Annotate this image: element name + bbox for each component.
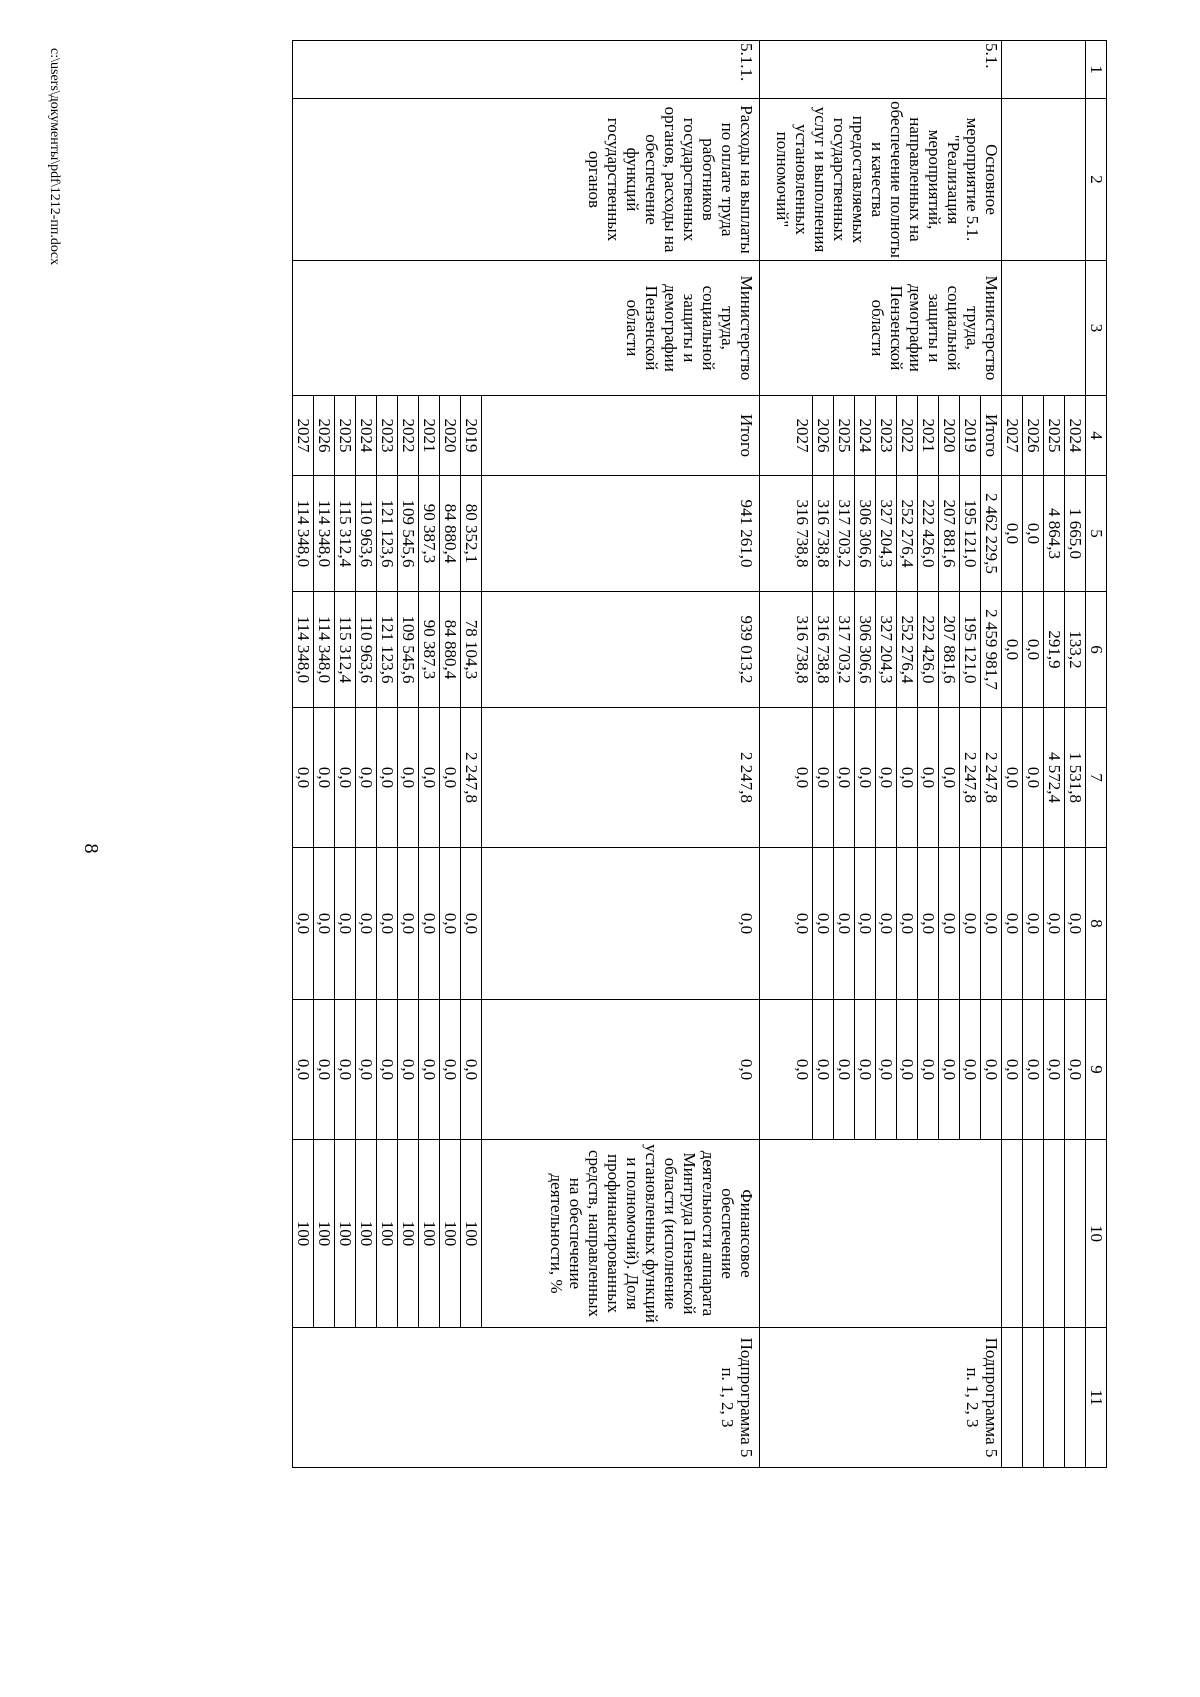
- value-cell: 0,0: [813, 848, 834, 1000]
- value-cell: 121 123,6: [377, 592, 398, 708]
- value-cell: 0,0: [760, 1000, 813, 1140]
- value-cell: 109 545,6: [398, 592, 419, 708]
- value-cell: 939 013,2: [482, 592, 760, 708]
- value-cell: 0,0: [293, 708, 314, 848]
- empty-cell: [1002, 1140, 1023, 1328]
- value-cell: 0,0: [398, 708, 419, 848]
- indicator-value: 100: [461, 1140, 482, 1328]
- value-cell: 0,0: [440, 848, 461, 1000]
- value-cell: 327 204,3: [876, 592, 897, 708]
- year-cell: 2027: [760, 396, 813, 476]
- value-cell: 316 738,8: [760, 476, 813, 592]
- value-cell: 0,0: [356, 848, 377, 1000]
- value-cell: 0,0: [482, 1000, 760, 1140]
- value-cell: 0,0: [314, 848, 335, 1000]
- value-cell: 2 247,8: [482, 708, 760, 848]
- total-label: Итого: [482, 396, 760, 476]
- value-cell: 0,0: [939, 708, 960, 848]
- value-cell: 941 261,0: [482, 476, 760, 592]
- value-cell: 306 306,6: [855, 476, 876, 592]
- page-number: 8: [80, 843, 102, 854]
- year-cell: 2022: [398, 396, 419, 476]
- value-cell: 115 312,4: [335, 476, 356, 592]
- empty-cell: [1002, 99, 1086, 261]
- value-cell: 0,0: [855, 708, 876, 848]
- value-cell: 0,0: [1002, 848, 1023, 1000]
- value-cell: 0,0: [356, 708, 377, 848]
- value-cell: 0,0: [461, 848, 482, 1000]
- empty-cell: [1065, 1328, 1086, 1468]
- year-cell: 2026: [1023, 396, 1044, 476]
- value-cell: 109 545,6: [398, 476, 419, 592]
- column-number: 7: [1086, 708, 1107, 848]
- value-cell: 291,9: [1044, 592, 1065, 708]
- value-cell: 316 738,8: [813, 476, 834, 592]
- value-cell: 0,0: [1023, 592, 1044, 708]
- value-cell: 90 387,3: [419, 476, 440, 592]
- value-cell: 115 312,4: [335, 592, 356, 708]
- year-cell: 2023: [377, 396, 398, 476]
- value-cell: 317 703,2: [834, 592, 855, 708]
- column-number: 10: [1086, 1140, 1107, 1328]
- value-cell: 84 880,4: [440, 592, 461, 708]
- value-cell: 222 426,0: [918, 476, 939, 592]
- year-cell: 2025: [834, 396, 855, 476]
- value-cell: 0,0: [897, 848, 918, 1000]
- value-cell: 4 572,4: [1044, 708, 1065, 848]
- table-row: [1065, 41, 1086, 1468]
- value-cell: 0,0: [876, 848, 897, 1000]
- value-cell: 4 864,3: [1044, 476, 1065, 592]
- empty-cell: [1002, 261, 1086, 396]
- value-cell: 133,2: [1065, 592, 1086, 708]
- value-cell: 110 963,6: [356, 592, 377, 708]
- empty-cell: [1044, 1328, 1065, 1468]
- year-cell: 2023: [876, 396, 897, 476]
- empty-cell: [1044, 1140, 1065, 1328]
- value-cell: 0,0: [1002, 1000, 1023, 1140]
- value-cell: 2 459 981,7: [981, 592, 1002, 708]
- year-cell: 2024: [855, 396, 876, 476]
- value-cell: 252 276,4: [897, 592, 918, 708]
- year-cell: 2019: [461, 396, 482, 476]
- column-number: 8: [1086, 848, 1107, 1000]
- value-cell: 0,0: [834, 848, 855, 1000]
- value-cell: 0,0: [960, 848, 981, 1000]
- value-cell: 0,0: [419, 848, 440, 1000]
- value-cell: 0,0: [1044, 1000, 1065, 1140]
- value-cell: 0,0: [335, 1000, 356, 1140]
- value-cell: 306 306,6: [855, 592, 876, 708]
- value-cell: 0,0: [461, 1000, 482, 1140]
- value-cell: 0,0: [440, 708, 461, 848]
- executor: Министерство труда, социальной защиты и демографии Пензенской области: [293, 261, 760, 396]
- value-cell: 90 387,3: [419, 592, 440, 708]
- value-cell: 195 121,0: [960, 592, 981, 708]
- value-cell: 0,0: [377, 708, 398, 848]
- value-cell: 317 703,2: [834, 476, 855, 592]
- value-cell: 114 348,0: [293, 476, 314, 592]
- indicator-value: 100: [440, 1140, 461, 1328]
- value-cell: 207 881,6: [939, 592, 960, 708]
- column-number: 3: [1086, 261, 1107, 396]
- value-cell: 0,0: [834, 1000, 855, 1140]
- value-cell: 0,0: [1023, 1000, 1044, 1140]
- value-cell: 0,0: [918, 848, 939, 1000]
- indicator-value: 100: [293, 1140, 314, 1328]
- year-cell: 2024: [356, 396, 377, 476]
- year-cell: 2020: [939, 396, 960, 476]
- value-cell: 0,0: [335, 708, 356, 848]
- year-cell: 2024: [1065, 396, 1086, 476]
- value-cell: 114 348,0: [293, 592, 314, 708]
- year-cell: 2025: [1044, 396, 1065, 476]
- item-number: 5.1.1.: [293, 41, 760, 99]
- value-cell: 0,0: [314, 708, 335, 848]
- column-number-row: [1086, 41, 1107, 1468]
- value-cell: 0,0: [1065, 1000, 1086, 1140]
- value-cell: 0,0: [398, 848, 419, 1000]
- value-cell: 0,0: [398, 1000, 419, 1140]
- column-number: 11: [1086, 1328, 1107, 1468]
- value-cell: 114 348,0: [314, 476, 335, 592]
- value-cell: 0,0: [1023, 476, 1044, 592]
- value-cell: 0,0: [918, 708, 939, 848]
- value-cell: 0,0: [1002, 708, 1023, 848]
- indicator-value: 100: [356, 1140, 377, 1328]
- value-cell: 2 247,8: [981, 708, 1002, 848]
- year-cell: 2027: [293, 396, 314, 476]
- value-cell: 0,0: [1023, 708, 1044, 848]
- value-cell: 80 352,1: [461, 476, 482, 592]
- value-cell: 1 531,8: [1065, 708, 1086, 848]
- value-cell: 316 738,8: [760, 592, 813, 708]
- value-cell: 0,0: [760, 708, 813, 848]
- column-number: 1: [1086, 41, 1107, 99]
- value-cell: 0,0: [813, 1000, 834, 1140]
- empty-cell: [1023, 1140, 1044, 1328]
- value-cell: 207 881,6: [939, 476, 960, 592]
- value-cell: 316 738,8: [813, 592, 834, 708]
- value-cell: 0,0: [440, 1000, 461, 1140]
- value-cell: 0,0: [293, 848, 314, 1000]
- value-cell: 1 665,0: [1065, 476, 1086, 592]
- value-cell: 0,0: [1002, 592, 1023, 708]
- value-cell: 0,0: [419, 708, 440, 848]
- value-cell: 2 462 229,5: [981, 476, 1002, 592]
- year-cell: 2020: [440, 396, 461, 476]
- value-cell: 0,0: [377, 1000, 398, 1140]
- column-number: 5: [1086, 476, 1107, 592]
- value-cell: 84 880,4: [440, 476, 461, 592]
- item-name: Расходы на выплаты по оплате труда работников государственных органов, расходы на обеспечение функций государственных органов: [293, 99, 760, 261]
- year-cell: 2025: [335, 396, 356, 476]
- year-cell: 2022: [897, 396, 918, 476]
- value-cell: 0,0: [1002, 476, 1023, 592]
- empty-cell: [760, 1140, 1002, 1328]
- item-name: Основное мероприятие 5.1. "Реализация мероприятий, направленных на обеспечение полноты и качества предоставляемых государственных услуг и выполнения установленных полномочий": [760, 99, 1002, 261]
- indicator-value: 100: [335, 1140, 356, 1328]
- value-cell: 327 204,3: [876, 476, 897, 592]
- executor: Министерство труда, социальной защиты и демографии Пензенской области: [760, 261, 1002, 396]
- subprogram-ref: Подпрограмма 5 п. 1, 2, 3: [293, 1328, 760, 1468]
- subprogram-ref: Подпрограмма 5 п. 1, 2, 3: [760, 1328, 1002, 1468]
- value-cell: 0,0: [834, 708, 855, 848]
- empty-cell: [1002, 41, 1086, 99]
- value-cell: 0,0: [981, 1000, 1002, 1140]
- value-cell: 0,0: [482, 848, 760, 1000]
- value-cell: 0,0: [939, 848, 960, 1000]
- year-cell: 2027: [1002, 396, 1023, 476]
- value-cell: 0,0: [1065, 848, 1086, 1000]
- empty-cell: [1023, 1328, 1044, 1468]
- indicator-value: 100: [398, 1140, 419, 1328]
- value-cell: 222 426,0: [918, 592, 939, 708]
- table-row: [482, 41, 760, 1468]
- year-cell: 2026: [813, 396, 834, 476]
- value-cell: 0,0: [293, 1000, 314, 1140]
- value-cell: 121 123,6: [377, 476, 398, 592]
- value-cell: 195 121,0: [960, 476, 981, 592]
- empty-cell: [1002, 1328, 1023, 1468]
- value-cell: 0,0: [419, 1000, 440, 1140]
- value-cell: 0,0: [876, 1000, 897, 1140]
- year-cell: 2021: [918, 396, 939, 476]
- value-cell: 0,0: [897, 1000, 918, 1140]
- file-path-footer: c:\users\документы\pdf\1212-пп.docx: [47, 48, 62, 266]
- value-cell: 110 963,6: [356, 476, 377, 592]
- value-cell: 0,0: [918, 1000, 939, 1140]
- year-cell: 2021: [419, 396, 440, 476]
- indicator-value: 100: [419, 1140, 440, 1328]
- program-table: [292, 40, 1107, 1468]
- indicator-text: Финансовое обеспечение деятельности аппарата Минтруда Пензенской области (исполнение установленных функций и полномочий). Доля профинансированных средств, направленных на обеспечение деятельности, %: [482, 1140, 760, 1328]
- value-cell: 0,0: [1044, 848, 1065, 1000]
- indicator-value: 100: [314, 1140, 335, 1328]
- value-cell: 0,0: [813, 708, 834, 848]
- value-cell: 0,0: [981, 848, 1002, 1000]
- value-cell: 0,0: [760, 848, 813, 1000]
- value-cell: 0,0: [876, 708, 897, 848]
- value-cell: 0,0: [855, 848, 876, 1000]
- value-cell: 0,0: [335, 848, 356, 1000]
- value-cell: 0,0: [897, 708, 918, 848]
- value-cell: 2 247,8: [960, 708, 981, 848]
- year-cell: 2026: [314, 396, 335, 476]
- year-cell: 2019: [960, 396, 981, 476]
- column-number: 4: [1086, 396, 1107, 476]
- value-cell: 2 247,8: [461, 708, 482, 848]
- indicator-value: 100: [377, 1140, 398, 1328]
- table-row: [981, 41, 1002, 1468]
- value-cell: 0,0: [377, 848, 398, 1000]
- column-number: 6: [1086, 592, 1107, 708]
- value-cell: 114 348,0: [314, 592, 335, 708]
- column-number: 2: [1086, 99, 1107, 261]
- value-cell: 0,0: [960, 1000, 981, 1140]
- empty-cell: [1065, 1140, 1086, 1328]
- year-cell: Итого: [981, 396, 1002, 476]
- value-cell: 78 104,3: [461, 592, 482, 708]
- item-number: 5.1.: [760, 41, 1002, 99]
- column-number: 9: [1086, 1000, 1107, 1140]
- value-cell: 0,0: [855, 1000, 876, 1140]
- value-cell: 0,0: [1023, 848, 1044, 1000]
- value-cell: 252 276,4: [897, 476, 918, 592]
- value-cell: 0,0: [356, 1000, 377, 1140]
- value-cell: 0,0: [939, 1000, 960, 1140]
- value-cell: 0,0: [314, 1000, 335, 1140]
